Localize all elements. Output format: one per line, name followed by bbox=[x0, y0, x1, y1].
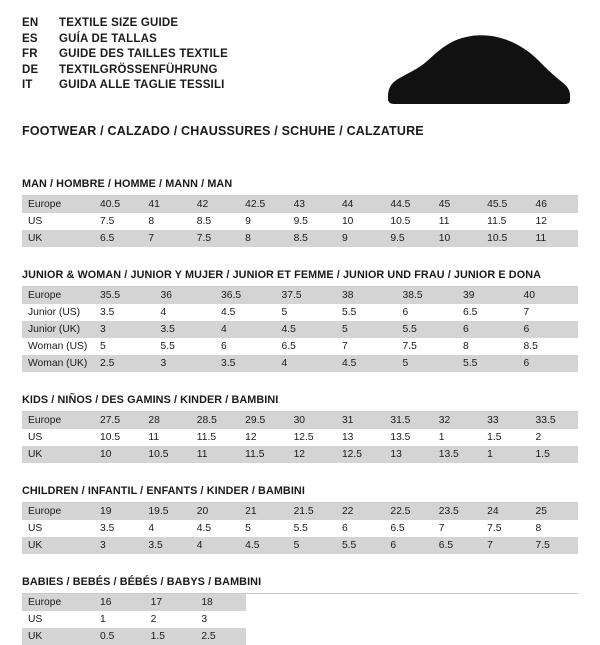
cell: 5.5 bbox=[293, 523, 308, 534]
table-row bbox=[22, 412, 578, 429]
cell: 6 bbox=[518, 355, 579, 372]
cell: 11 bbox=[530, 230, 578, 247]
cell: 42 bbox=[191, 196, 239, 213]
cell: 11.5 bbox=[487, 216, 507, 227]
cell: 42.5 bbox=[239, 196, 287, 213]
row-label: UK bbox=[22, 230, 94, 247]
cell: 6.5 bbox=[281, 341, 296, 352]
group-heading: CHILDREN / INFANTIL / ENFANTS / KINDER / BAMBINI bbox=[22, 485, 578, 503]
cell: 45 bbox=[433, 196, 481, 213]
cell: 4.5 bbox=[196, 523, 212, 534]
language-code: IT bbox=[22, 79, 33, 91]
cell: 11.5 bbox=[196, 432, 217, 443]
language-code: FR bbox=[22, 48, 38, 60]
row-label: Europe bbox=[22, 503, 94, 520]
cell: 7 bbox=[342, 341, 348, 352]
cell: 8 bbox=[148, 216, 155, 227]
cell: 6 bbox=[518, 321, 579, 338]
cell: 12 bbox=[245, 432, 257, 443]
language-code: EN bbox=[22, 17, 39, 29]
cell: 11 bbox=[438, 216, 450, 227]
cell: 38 bbox=[336, 287, 397, 304]
cell: 6.5 bbox=[94, 230, 142, 247]
table-row bbox=[22, 213, 578, 230]
cell: 9 bbox=[245, 216, 251, 227]
cell: 35.5 bbox=[94, 287, 155, 304]
table-row bbox=[22, 304, 578, 321]
language-row bbox=[22, 16, 578, 32]
cell: 7 bbox=[438, 523, 445, 534]
group-heading: JUNIOR & WOMAN / JUNIOR Y MUJER / JUNIOR ET FEMME / JUNIOR UND FRAU / JUNIOR E DONA bbox=[22, 269, 578, 287]
cell: 29.5 bbox=[239, 412, 287, 429]
cell: 4 bbox=[148, 523, 155, 534]
cell: 6 bbox=[221, 341, 227, 352]
row-label: UK bbox=[22, 446, 94, 463]
cell: 31 bbox=[336, 412, 384, 429]
cell: 1 bbox=[438, 432, 445, 443]
cell: 8.5 bbox=[523, 341, 538, 352]
cell: 3.5 bbox=[215, 355, 276, 372]
cell: 7.5 bbox=[402, 341, 417, 352]
cell: 30 bbox=[288, 412, 336, 429]
cell: 10 bbox=[433, 230, 481, 247]
row-label: Europe bbox=[22, 594, 94, 611]
cell: 12 bbox=[288, 446, 336, 463]
section-title: FOOTWEAR / CALZADO / CHAUSSURES / SCHUHE / CALZATURE bbox=[22, 124, 424, 138]
cell: 40.5 bbox=[94, 196, 142, 213]
cell: 4.5 bbox=[276, 321, 337, 338]
cell: 7 bbox=[142, 230, 190, 247]
cell: 5 bbox=[245, 523, 251, 534]
cell: 1 bbox=[481, 446, 529, 463]
table-row bbox=[22, 287, 578, 304]
table-row bbox=[22, 230, 578, 247]
row-label: UK bbox=[22, 537, 94, 554]
cell: 37.5 bbox=[276, 287, 337, 304]
cell: 3.5 bbox=[142, 537, 190, 554]
cell: 7.5 bbox=[530, 537, 578, 554]
cell: 11.5 bbox=[239, 446, 287, 463]
cell: 2 bbox=[535, 432, 542, 443]
cell: 4 bbox=[191, 537, 239, 554]
cell: 4 bbox=[160, 307, 167, 318]
cell: 3.5 bbox=[155, 321, 216, 338]
cell: 36.5 bbox=[215, 287, 276, 304]
cell: 3 bbox=[155, 355, 216, 372]
cell: 9 bbox=[336, 230, 384, 247]
size-group-man bbox=[22, 178, 578, 247]
row-label: Woman (UK) bbox=[22, 355, 94, 372]
language-title: GUIDE DES TAILLES TEXTILE bbox=[59, 48, 228, 60]
size-group-children bbox=[22, 485, 578, 554]
cell: 20 bbox=[191, 503, 239, 520]
page-header bbox=[22, 16, 578, 108]
cell: 6 bbox=[384, 537, 432, 554]
cell: 16 bbox=[94, 594, 145, 611]
cell: 13.5 bbox=[433, 446, 481, 463]
cell: 5 bbox=[281, 307, 288, 318]
table-row bbox=[22, 520, 578, 537]
cell: 7.5 bbox=[100, 216, 115, 227]
cell: 5 bbox=[100, 341, 106, 352]
cell: 7 bbox=[523, 307, 530, 318]
cell: 39 bbox=[457, 287, 518, 304]
cell: 18 bbox=[195, 594, 246, 611]
cell: 1 bbox=[100, 614, 106, 625]
language-title: TEXTILGRÖSSENFÜHRUNG bbox=[59, 63, 218, 76]
cell: 6.5 bbox=[433, 537, 481, 554]
cell: 40 bbox=[518, 287, 579, 304]
cell: 13 bbox=[384, 446, 432, 463]
language-title: GUÍA DE TALLAS bbox=[59, 32, 157, 45]
cell: 3 bbox=[94, 321, 155, 338]
language-code: ES bbox=[22, 32, 38, 45]
cell: 17 bbox=[145, 594, 196, 611]
cell: 12.5 bbox=[336, 446, 384, 463]
row-label: US bbox=[28, 216, 43, 227]
cell: 9.5 bbox=[384, 230, 432, 247]
row-label: UK bbox=[22, 628, 94, 645]
table-row bbox=[22, 594, 246, 611]
cell: 43 bbox=[288, 196, 336, 213]
table-row bbox=[22, 628, 246, 645]
cell: 4 bbox=[276, 355, 337, 372]
cell: 45.5 bbox=[481, 196, 529, 213]
cell: 28 bbox=[142, 412, 190, 429]
cell: 5 bbox=[397, 355, 458, 372]
cell: 7.5 bbox=[191, 230, 239, 247]
size-table bbox=[22, 196, 578, 247]
row-label: US bbox=[28, 614, 43, 625]
cell: 4.5 bbox=[221, 307, 236, 318]
cell: 8 bbox=[239, 230, 287, 247]
cell: 6.5 bbox=[390, 523, 405, 534]
cell: 10.5 bbox=[142, 446, 190, 463]
table-row bbox=[22, 537, 578, 554]
size-table bbox=[22, 594, 246, 645]
cell: 2.5 bbox=[195, 628, 246, 645]
row-label: Europe bbox=[22, 287, 94, 304]
cell: 10 bbox=[94, 446, 142, 463]
cell: 8 bbox=[463, 341, 469, 352]
cell: 41 bbox=[142, 196, 190, 213]
cell: 5.5 bbox=[397, 321, 458, 338]
cell: 4 bbox=[215, 321, 276, 338]
cell: 19.5 bbox=[142, 503, 190, 520]
group-heading: MAN / HOMBRE / HOMME / MANN / MAN bbox=[22, 178, 578, 196]
cell: 24 bbox=[481, 503, 529, 520]
language-code: DE bbox=[22, 63, 39, 76]
row-label: Junior (UK) bbox=[22, 321, 94, 338]
cell: 1.5 bbox=[530, 446, 578, 463]
cell: 5.5 bbox=[160, 341, 175, 352]
cell: 11 bbox=[148, 432, 160, 443]
cell: 3 bbox=[94, 537, 142, 554]
cell: 31.5 bbox=[384, 412, 432, 429]
cell: 28.5 bbox=[191, 412, 239, 429]
size-table bbox=[22, 503, 578, 554]
size-table bbox=[22, 287, 578, 372]
cell: 5.5 bbox=[336, 537, 384, 554]
cell: 32 bbox=[433, 412, 481, 429]
cell: 5.5 bbox=[342, 307, 357, 318]
cell: 10.5 bbox=[481, 230, 529, 247]
cell: 21 bbox=[239, 503, 287, 520]
cell: 27.5 bbox=[94, 412, 142, 429]
cell: 2 bbox=[150, 614, 157, 625]
table-row bbox=[22, 355, 578, 372]
cell: 6 bbox=[402, 307, 409, 318]
cell: 36 bbox=[155, 287, 216, 304]
cell: 7 bbox=[481, 537, 529, 554]
cell: 44.5 bbox=[384, 196, 432, 213]
cell: 11 bbox=[191, 446, 239, 463]
row-label: Woman (US) bbox=[28, 341, 88, 352]
cell: 44 bbox=[336, 196, 384, 213]
cell: 8.5 bbox=[288, 230, 336, 247]
row-label: US bbox=[28, 432, 43, 443]
cell: 8 bbox=[535, 523, 542, 534]
cell: 33.5 bbox=[530, 412, 578, 429]
cell: 38.5 bbox=[397, 287, 458, 304]
cell: 4.5 bbox=[336, 355, 397, 372]
size-group-babies bbox=[22, 576, 578, 645]
cell: 33 bbox=[481, 412, 529, 429]
table-row bbox=[22, 611, 246, 628]
cell: 5 bbox=[336, 321, 397, 338]
group-heading: KIDS / NIÑOS / DES GAMINS / KINDER / BAMBINI bbox=[22, 394, 578, 412]
row-label: US bbox=[28, 523, 43, 534]
cell: 6.5 bbox=[463, 307, 478, 318]
cell: 23.5 bbox=[433, 503, 481, 520]
cell: 5 bbox=[288, 537, 336, 554]
cell: 2.5 bbox=[94, 355, 155, 372]
cell: 3.5 bbox=[100, 523, 115, 534]
cell: 7.5 bbox=[487, 523, 502, 534]
cell: 21.5 bbox=[288, 503, 336, 520]
cell: 1.5 bbox=[487, 432, 502, 443]
cell: 46 bbox=[530, 196, 578, 213]
cell: 19 bbox=[94, 503, 142, 520]
cell: 13 bbox=[341, 432, 354, 443]
row-label: Europe bbox=[22, 196, 94, 213]
cell: 10 bbox=[341, 216, 354, 227]
table-row bbox=[22, 429, 578, 446]
cell: 12.5 bbox=[293, 432, 314, 443]
cell: 22 bbox=[336, 503, 384, 520]
size-table bbox=[22, 412, 578, 463]
cell: 10.5 bbox=[100, 432, 121, 443]
cell: 25 bbox=[530, 503, 578, 520]
group-heading: BABIES / BEBÉS / BÉBÉS / BABYS / BAMBINI bbox=[22, 576, 578, 594]
table-row bbox=[22, 446, 578, 463]
language-title: TEXTILE SIZE GUIDE bbox=[59, 17, 179, 29]
cell: 22.5 bbox=[384, 503, 432, 520]
cell: 8.5 bbox=[196, 216, 212, 227]
table-row bbox=[22, 503, 578, 520]
table-row bbox=[22, 338, 578, 355]
cell: 0.5 bbox=[94, 628, 145, 645]
row-label: Junior (US) bbox=[28, 307, 81, 318]
cell: 9.5 bbox=[293, 216, 308, 227]
row-label: Europe bbox=[22, 412, 94, 429]
cell: 12 bbox=[535, 216, 547, 227]
size-group-junior-woman bbox=[22, 269, 578, 372]
cell: 13.5 bbox=[390, 432, 411, 443]
table-row bbox=[22, 196, 578, 213]
language-title: GUIDA ALLE TAGLIE TESSILI bbox=[59, 79, 225, 91]
dress-shoe-icon bbox=[382, 34, 572, 112]
cell: 6 bbox=[341, 523, 348, 534]
cell: 10.5 bbox=[390, 216, 411, 227]
cell: 1.5 bbox=[145, 628, 196, 645]
table-row bbox=[22, 321, 578, 338]
cell: 3 bbox=[201, 614, 208, 625]
cell: 4.5 bbox=[239, 537, 287, 554]
cell: 5.5 bbox=[457, 355, 518, 372]
size-group-kids bbox=[22, 394, 578, 463]
cell: 6 bbox=[457, 321, 518, 338]
cell: 3.5 bbox=[100, 307, 115, 318]
